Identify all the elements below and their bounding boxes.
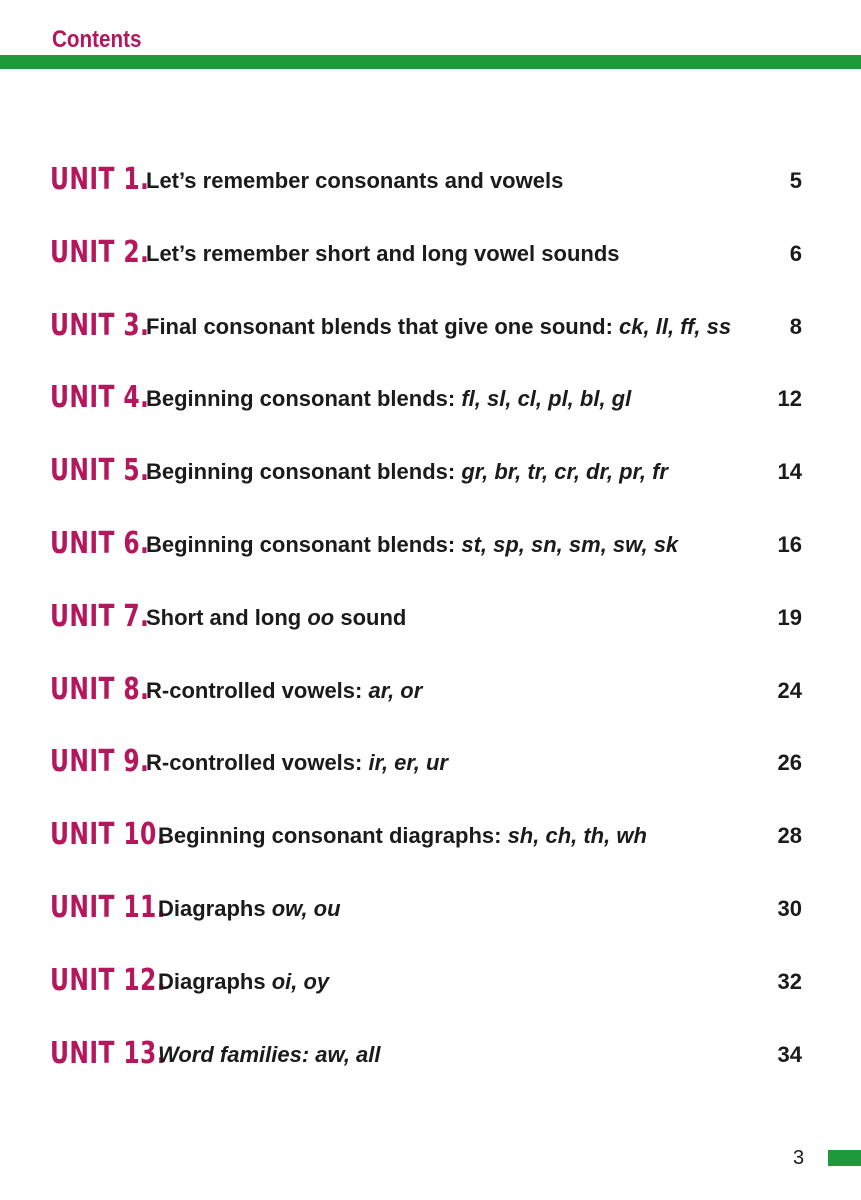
toc-entry	[50, 742, 802, 782]
toc-entry	[50, 597, 802, 637]
entry-title-italic-part: ir, er, ur	[368, 750, 448, 776]
entry-title-part: Let’s remember short and long vowel sounds	[146, 240, 620, 266]
toc-entry	[50, 306, 802, 346]
entry-title	[146, 314, 731, 340]
unit-label: UNIT 2.	[50, 234, 150, 270]
entry-title	[158, 969, 329, 995]
unit-label: UNIT 12.	[50, 962, 166, 998]
unit-label: UNIT 13.	[50, 1035, 166, 1071]
entry-title	[146, 459, 668, 485]
entry-title	[146, 168, 563, 194]
entry-page-number: 6	[789, 240, 802, 266]
entry-title-part: Beginning consonant blends:	[146, 532, 462, 557]
header-rule	[0, 55, 861, 69]
entry-page-number: 26	[777, 750, 802, 776]
entry-title	[146, 241, 620, 267]
entry-title-part: Short and long	[146, 604, 308, 630]
entry-title	[146, 678, 422, 704]
entry-title-italic-part: oi, oy	[271, 968, 330, 994]
toc-entry	[50, 961, 802, 1001]
toc-entry	[50, 815, 802, 855]
entry-title-part: sound	[334, 604, 407, 630]
entry-title-part: Final consonant blends that give one sound:	[146, 313, 620, 339]
entry-title-part: R-controlled vowels:	[146, 750, 369, 776]
entry-title	[146, 386, 631, 412]
unit-label: UNIT 11.	[50, 890, 166, 925]
unit-label: UNIT 10.	[50, 817, 166, 853]
entry-title-italic-part: oo	[307, 604, 335, 630]
entry-page-number: 8	[789, 313, 802, 339]
entry-page-number: 16	[777, 532, 802, 557]
entry-page-number: 5	[789, 168, 802, 193]
entry-title	[158, 896, 341, 922]
entry-title-part: Beginning consonant diagraphs:	[158, 823, 508, 849]
toc-entry	[50, 670, 802, 710]
page-number-marker	[828, 1150, 861, 1166]
entry-title	[158, 823, 647, 849]
entry-page-number: 30	[777, 896, 802, 921]
toc-entry	[50, 233, 802, 273]
unit-label: UNIT 4.	[50, 380, 150, 416]
unit-label: UNIT 5.	[50, 453, 150, 489]
unit-label: UNIT 6.	[50, 526, 150, 561]
toc-entry	[50, 160, 802, 200]
toc-entry	[50, 378, 802, 418]
entry-title-italic-part: ow, ou	[271, 896, 341, 921]
entry-page-number: 28	[777, 823, 802, 849]
entry-title	[158, 1042, 381, 1068]
entry-title	[146, 750, 448, 776]
entry-title-italic-part: ar, or	[368, 677, 423, 703]
entry-title-italic-part: gr, br, tr, cr, dr, pr, fr	[461, 459, 668, 485]
entry-page-number: 14	[777, 459, 802, 485]
entry-title	[146, 605, 406, 631]
unit-label: UNIT 8.	[50, 671, 150, 707]
toc-entry	[50, 451, 802, 491]
toc-entry	[50, 524, 802, 564]
entry-title	[146, 532, 678, 558]
unit-label: UNIT 7.	[50, 598, 150, 634]
unit-label: UNIT 1.	[50, 162, 150, 197]
entry-title-part: Diagraphs	[158, 896, 272, 921]
contents-heading: Contents	[52, 26, 142, 53]
entry-title-italic-part: ck, ll, ff, ss	[619, 313, 732, 339]
toc-entry	[50, 1034, 802, 1074]
entry-title-italic-part: fl, sl, cl, pl, bl, gl	[461, 386, 632, 412]
entry-page-number: 24	[777, 677, 802, 703]
entry-title-italic-part: sh, ch, th, wh	[507, 823, 647, 849]
entry-title-part: Beginning consonant blends:	[146, 459, 462, 485]
entry-page-number: 12	[777, 386, 802, 412]
entry-page-number: 32	[777, 968, 802, 994]
entry-title-part: Let’s remember consonants and vowels	[146, 168, 564, 193]
entry-title-italic-part: st, sp, sn, sm, sw, sk	[461, 532, 679, 557]
unit-label: UNIT 9.	[50, 744, 150, 780]
page-number: 3	[793, 1147, 805, 1169]
entry-title-part: Beginning consonant blends:	[146, 386, 462, 412]
entry-title-italic-part: Word families: aw, all	[158, 1041, 381, 1067]
toc-entry	[50, 888, 802, 928]
entry-title-part: Diagraphs	[158, 968, 272, 994]
unit-label: UNIT 3.	[50, 307, 150, 343]
entry-title-part: R-controlled vowels:	[146, 677, 369, 703]
entry-page-number: 19	[777, 604, 802, 630]
entry-page-number: 34	[777, 1041, 802, 1067]
